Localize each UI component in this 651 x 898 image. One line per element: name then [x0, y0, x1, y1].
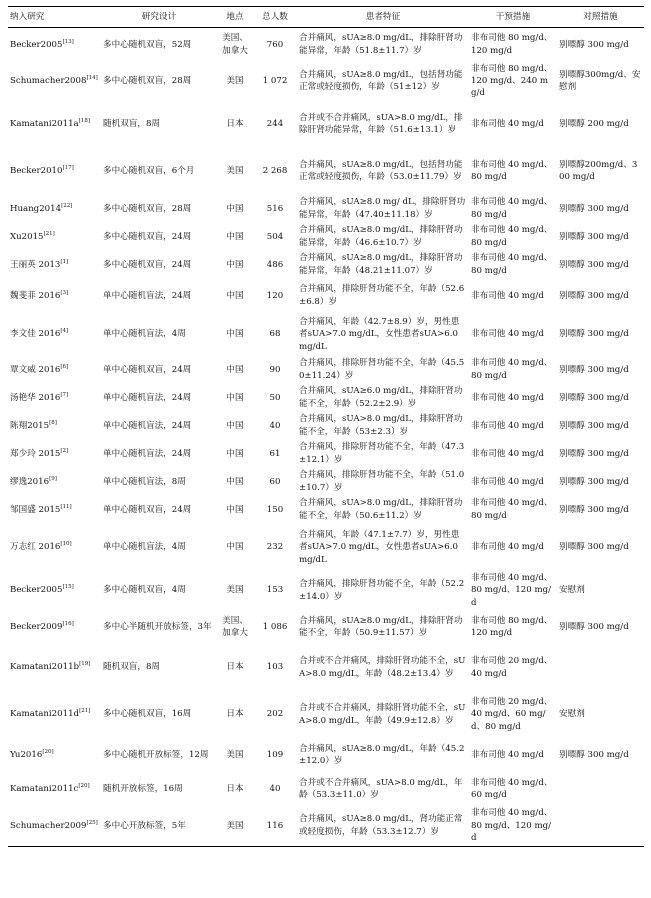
cell-total: 61	[269, 448, 281, 459]
header-intervention: 干预措施	[469, 7, 557, 28]
cell-control: 别嘌醇 300 mg/d	[559, 392, 629, 403]
cell-intervention: 非布司他 40 mg/d	[471, 542, 544, 553]
cell-patient: 合并痛风，sUA≥8.0 mg/dL，排除肝肾功能异常，年龄（48.21±11.07）岁	[299, 253, 463, 276]
cell-control: 别嘌醇 300 mg/d	[559, 448, 629, 459]
table-row	[8, 313, 644, 356]
cell-study	[8, 356, 101, 384]
cell-total: 232	[266, 542, 284, 553]
table-row	[8, 644, 644, 691]
cell-intervention: 非布司他 40 mg/d	[471, 119, 544, 130]
cell-location: 中国	[226, 259, 244, 270]
study-ref: [22]	[61, 202, 73, 209]
header-total: 总人数	[253, 7, 297, 28]
study-name: Kamatani2011c	[10, 783, 79, 794]
cell-study	[8, 738, 101, 772]
study-name: Kamatani2011b	[10, 662, 80, 673]
cell-control: 别嘌醇 300 mg/d	[559, 203, 629, 214]
study-ref: [13]	[62, 38, 74, 45]
cell-design: 随机开放标签，16周	[103, 783, 183, 794]
study-name: 王丽英 2013	[10, 259, 61, 270]
table-row	[8, 62, 644, 101]
cell-control: 别嘌醇 300 mg/d	[559, 259, 629, 270]
cell-location: 日本	[226, 709, 244, 720]
study-name: 覃文威 2016	[10, 364, 61, 375]
cell-patient: 合并痛风，sUA≥8.0 mg/ dL，排除肝肾功能异常，年龄（47.40±11.18）岁	[299, 197, 466, 220]
table-row	[8, 468, 644, 496]
cell-patient: 合并痛风，sUA≥8.0 mg/dL，排除肝肾功能异常，年龄（46.6±10.7）岁	[299, 225, 463, 248]
table-row	[8, 571, 644, 610]
cell-study	[8, 223, 101, 251]
cell-patient: 合并痛风，排除肝肾功能不全，年龄（47.3±12.1）岁	[299, 442, 465, 465]
cell-intervention: 非布司他 40 mg/d	[471, 749, 544, 760]
cell-location: 中国	[226, 420, 244, 431]
cell-study	[8, 384, 101, 412]
cell-study	[8, 251, 101, 279]
cell-study	[8, 195, 101, 223]
table-row	[8, 195, 644, 223]
cell-control: 别嘌醇 300 mg/d	[559, 329, 629, 340]
cell-location: 日本	[226, 783, 244, 794]
table-row	[8, 384, 644, 412]
header-location: 地点	[217, 7, 253, 28]
cell-study	[8, 279, 101, 313]
table-row	[8, 223, 644, 251]
cell-control: 别嘌醇 300 mg/d	[559, 364, 629, 375]
cell-location: 中国	[226, 364, 244, 375]
header-patient: 患者特征	[297, 7, 469, 28]
cell-study	[8, 468, 101, 496]
cell-location: 中国	[226, 203, 244, 214]
cell-intervention: 非布司他 20 mg/d、40 mg/d、60 mg/d、80 mg/d	[471, 697, 553, 732]
cell-control: 别嘌醇 300 mg/d	[559, 231, 629, 242]
cell-control: 安慰剂	[559, 709, 585, 720]
cell-patient: 合并或不合并痛风，sUA>8.0 mg/dL，排除肝肾功能异常，年龄（51.6±13.1）岁	[299, 112, 463, 136]
cell-location: 中国	[226, 290, 244, 301]
cell-total: 40	[269, 783, 281, 794]
cell-control: 别嘌醇200mg/d、300 mg/d	[559, 159, 638, 183]
cell-control: 安慰剂	[559, 585, 585, 596]
table-row	[8, 279, 644, 313]
study-ref: [7]	[60, 391, 69, 398]
table-row	[8, 28, 644, 62]
cell-total: 109	[266, 749, 284, 760]
cell-total: 68	[269, 329, 281, 340]
table-row	[8, 251, 644, 279]
table-row	[8, 412, 644, 440]
cell-study	[8, 644, 101, 691]
study-name: 陈翔2015	[10, 420, 50, 431]
table-row	[8, 806, 644, 846]
table-row	[8, 738, 644, 772]
study-ref: [3]	[60, 289, 69, 296]
cell-patient: 合并痛风，sUA≥8.0 mg/dL，排除肝肾功能不全，年龄（50.9±11.57）岁	[299, 615, 463, 639]
header-control: 对照措施	[557, 7, 644, 28]
cell-study	[8, 691, 101, 738]
cell-design: 多中心随机双盲，52周	[103, 39, 192, 50]
study-ref: [11]	[60, 503, 72, 510]
study-name: 魏斐菲 2016	[10, 290, 61, 301]
header-row	[8, 7, 644, 28]
cell-intervention: 非布司他 40 mg/d、80 mg/d	[471, 253, 553, 276]
cell-total: 1 072	[262, 75, 288, 86]
cell-intervention: 非布司他 40 mg/d	[471, 329, 544, 340]
studies-table	[8, 6, 644, 847]
study-ref: [18]	[78, 118, 90, 125]
cell-control: 别嘌醇 300 mg/d	[559, 420, 629, 431]
study-name: 李文佳 2016	[10, 329, 61, 340]
cell-total: 244	[266, 119, 284, 130]
cell-design: 单中心随机双盲，24周	[103, 364, 192, 375]
cell-location: 美国	[226, 75, 244, 86]
cell-total: 103	[266, 662, 284, 673]
cell-patient: 合并或不合并痛风，排除肝肾功能不全，sUA>8.0 mg/dL，年龄（48.2±13.4）岁	[299, 656, 466, 679]
cell-design: 多中心随机双盲，28周	[103, 75, 192, 86]
cell-study	[8, 148, 101, 195]
table-row	[8, 101, 644, 148]
cell-location: 中国	[226, 542, 244, 553]
cell-patient: 合并痛风，sUA≥8.0 mg/dL，包括肾功能正常或轻度损伤，年龄（53.0±11.79）岁	[299, 159, 463, 183]
cell-intervention: 非布司他 20 mg/d、40 mg/d	[471, 656, 553, 679]
study-name: 郑少玲 2015	[10, 448, 61, 459]
study-ref: [6]	[60, 363, 69, 370]
study-name: 万志红 2016	[10, 542, 61, 553]
cell-intervention: 非布司他 80 mg/d、120 mg/d	[471, 615, 553, 639]
cell-location: 日本	[226, 119, 244, 130]
cell-total: 40	[269, 420, 281, 431]
study-name: Becker2005	[10, 39, 63, 50]
cell-control: 别嘌醇 300 mg/d	[559, 476, 629, 487]
cell-study	[8, 524, 101, 571]
cell-location: 中国	[226, 231, 244, 242]
table-row	[8, 610, 644, 644]
table-row	[8, 356, 644, 384]
study-ref: [14]	[86, 75, 98, 82]
cell-location: 中国	[226, 476, 244, 487]
table-row	[8, 691, 644, 738]
study-ref: [1]	[60, 258, 69, 265]
study-ref: [2]	[60, 447, 69, 454]
study-ref: [20]	[78, 783, 90, 790]
study-name: Xu2015	[10, 231, 44, 242]
cell-control	[557, 806, 644, 846]
study-ref: [10]	[60, 541, 72, 548]
cell-control	[557, 644, 644, 691]
cell-total: 150	[266, 504, 284, 515]
cell-design: 单中心随机盲法，24周	[103, 448, 192, 459]
table-row	[8, 524, 644, 571]
cell-design: 随机双盲，8周	[103, 662, 161, 673]
cell-location: 日本	[226, 662, 244, 673]
study-name: Kamatani2011d	[10, 709, 80, 720]
study-name: Schumacher2009	[10, 820, 87, 831]
cell-control: 别嘌醇300mg/d、安慰剂	[559, 69, 641, 93]
cell-study	[8, 610, 101, 644]
cell-location: 中国	[226, 448, 244, 459]
cell-intervention: 非布司他 40 mg/d	[471, 476, 544, 487]
cell-total: 153	[266, 585, 284, 596]
cell-intervention: 非布司他 80 mg/d、120 mg/d	[471, 33, 553, 56]
cell-intervention: 非布司他 40 mg/d、80 mg/d、120 mg/d	[471, 572, 553, 608]
cell-design: 多中心随机双盲，24周	[103, 231, 192, 242]
cell-design: 多中心随机开放标签，12周	[103, 749, 209, 760]
cell-total: 116	[253, 806, 297, 846]
cell-study	[8, 772, 101, 806]
study-ref: [17]	[62, 165, 74, 172]
study-ref: [8]	[49, 419, 57, 426]
cell-total: 504	[266, 231, 284, 242]
cell-intervention: 非布司他 40 mg/d	[471, 290, 544, 301]
cell-study	[8, 101, 101, 148]
header-design: 研究设计	[101, 7, 217, 28]
cell-patient: 合并痛风，年龄（42.7±8.9）岁，男性患者sUA>7.0 mg/dL，女性患者sUA>6.0 mg/dL	[299, 316, 460, 352]
study-ref: [21]	[43, 230, 55, 237]
cell-design: 多中心随机双盲，4周	[103, 585, 186, 596]
study-name: 缪逸2016	[10, 476, 50, 487]
cell-design: 多中心半随机开放标签，3年	[103, 621, 212, 632]
cell-intervention: 非布司他 40 mg/d	[471, 448, 544, 459]
cell-location: 美国	[226, 166, 244, 177]
cell-design: 单中心随机盲法，8周	[103, 476, 186, 487]
cell-location: 美国	[217, 806, 253, 846]
cell-total: 1 086	[262, 621, 288, 632]
cell-location: 美国	[226, 585, 244, 596]
cell-patient: 合并痛风，排除肝肾功能不全，年龄（51.0±10.7）岁	[299, 470, 465, 493]
cell-control: 别嘌醇 300 mg/d	[559, 39, 629, 50]
cell-total: 516	[266, 203, 284, 214]
cell-patient: 合并痛风，排除肝肾功能不全，年龄（52.2±14.0）岁	[299, 579, 465, 602]
cell-total: 120	[266, 290, 284, 301]
cell-control: 别嘌醇 300 mg/d	[559, 290, 629, 301]
cell-control: 别嘌醇 200 mg/d	[559, 119, 629, 130]
cell-location: 中国	[226, 329, 244, 340]
cell-study	[8, 28, 101, 62]
cell-control	[557, 772, 644, 806]
cell-design: 多中心随机双盲，16周	[103, 709, 192, 720]
cell-location: 中国	[226, 504, 244, 515]
cell-patient: 合并痛风，排除肝肾功能不全，年龄（45.50±11.24）岁	[299, 358, 465, 381]
study-ref: [4]	[60, 328, 69, 335]
cell-total: 50	[269, 392, 281, 403]
table-row	[8, 440, 644, 468]
cell-intervention: 非布司他 40 mg/d、80 mg/d	[471, 225, 553, 248]
cell-intervention: 非布司他 80 mg/d、120 mg/d、240 mg/d	[471, 63, 553, 99]
cell-location: 美国	[226, 749, 244, 760]
cell-total: 60	[269, 476, 281, 487]
study-ref: [16]	[62, 621, 74, 628]
cell-intervention: 非布司他 40 mg/d	[471, 420, 544, 431]
table-row	[8, 148, 644, 195]
cell-study	[8, 412, 101, 440]
table-row	[8, 496, 644, 524]
cell-study	[8, 571, 101, 610]
cell-design: 单中心随机盲法，4周	[103, 329, 186, 340]
cell-design: 多中心随机双盲，6个月	[103, 166, 195, 177]
study-name: 邹国盛 2015	[10, 504, 61, 515]
study-ref: [19]	[79, 661, 91, 668]
cell-control: 别嘌醇 300 mg/d	[559, 504, 629, 515]
study-name: Becker2010	[10, 166, 63, 177]
cell-patient: 合并痛风，sUA≥8.0 mg/dL，排除肝肾功能异常，年龄（51.8±11.7）岁	[299, 33, 463, 56]
study-name: Yu2016	[10, 749, 43, 760]
cell-total: 486	[266, 259, 284, 270]
cell-study	[8, 313, 101, 356]
cell-design: 单中心随机盲法，24周	[103, 420, 192, 431]
cell-study	[8, 62, 101, 101]
cell-control: 别嘌醇 300 mg/d	[559, 542, 629, 553]
cell-design: 多中心开放标签，5年	[101, 806, 217, 846]
cell-intervention: 非布司他 40 mg/d、60 mg/d	[471, 777, 553, 801]
study-ref: [20]	[42, 749, 54, 756]
cell-location: 中国	[226, 392, 244, 403]
cell-control: 别嘌醇 300 mg/d	[559, 749, 629, 760]
cell-location: 美国、加拿大	[222, 615, 248, 639]
cell-patient: 合并或不合并痛风，排除肝肾功能不全，sUA>8.0 mg/dL，年龄（49.9±12.8）岁	[299, 703, 466, 726]
cell-patient: 合并痛风，sUA≥6.0 mg/dL，排除肝肾功能不全，年龄（52.2±2.9）岁	[299, 386, 463, 409]
cell-design: 多中心随机双盲，24周	[103, 259, 192, 270]
cell-control: 别嘌醇 300 mg/d	[559, 621, 629, 632]
cell-design: 随机双盲，8周	[103, 119, 161, 130]
study-name: Becker2009	[10, 621, 63, 632]
cell-intervention: 非布司他 40 mg/d	[471, 392, 544, 403]
study-name: Schumacher2008	[10, 75, 87, 86]
study-ref: [21]	[79, 708, 91, 715]
cell-total: 202	[266, 709, 284, 720]
study-name: Kamatani2011a	[10, 119, 79, 130]
study-ref: [9]	[49, 475, 57, 482]
cell-design: 单中心随机盲法，24周	[103, 392, 192, 403]
cell-intervention: 非布司他 40 mg/d、80 mg/d	[471, 498, 553, 521]
cell-patient: 合并痛风，年龄（47.1±7.7）岁，男性患者sUA>7.0 mg/dL，女性患者sUA>6.0 mg/dL	[299, 529, 460, 565]
cell-design: 单中心随机盲法，24周	[103, 290, 192, 301]
header-study: 纳入研究	[8, 7, 101, 28]
cell-intervention: 非布司他 40 mg/d、80 mg/d	[471, 159, 553, 183]
cell-study	[8, 440, 101, 468]
cell-study	[8, 806, 101, 846]
study-ref: [25]	[86, 819, 98, 826]
study-name: 汤艳华 2016	[10, 392, 61, 403]
cell-patient: 合并痛风，sUA≥8.0 mg/dL，包括肾功能正常或轻度损伤，年龄（51±12）岁	[299, 69, 463, 93]
cell-intervention: 非布司他 40 mg/d、80 mg/d	[471, 197, 553, 220]
cell-intervention: 非布司他 40 mg/d、80 mg/d	[471, 358, 553, 381]
cell-patient: 合并痛风，sUA≥8.0 mg/dL，肾功能正常或轻度损伤，年龄（53.3±12.7）岁	[297, 806, 469, 846]
cell-total: 2 268	[262, 166, 288, 177]
cell-patient: 合并痛风，sUA≥8.0 mg/dL，年龄（45.2±12.0）岁	[299, 743, 465, 767]
cell-patient: 合并或不合并痛风，sUA>8.0 mg/dL，年龄（53.3±11.0）岁	[299, 777, 463, 801]
cell-design: 单中心随机双盲，24周	[103, 504, 192, 515]
cell-patient: 合并痛风，sUA>8.0 mg/dL，排除肝肾功能不全，年龄（53±2.3）岁	[299, 414, 463, 437]
study-name: Becker2005	[10, 585, 63, 596]
cell-intervention: 非布司他 40 mg/d、80 mg/d、120 mg/d	[469, 806, 557, 846]
cell-design: 多中心随机双盲，28周	[103, 203, 192, 214]
cell-patient: 合并痛风，排除肝肾功能不全，年龄（52.6±6.8）岁	[299, 284, 465, 307]
cell-patient: 合并痛风，sUA>8.0 mg/dL，排除肝肾功能不全，年龄（50.6±11.2）岁	[299, 498, 463, 521]
cell-location: 美国、加拿大	[222, 33, 248, 56]
study-ref: [15]	[62, 584, 74, 591]
cell-total: 760	[266, 39, 284, 50]
table-row	[8, 772, 644, 806]
study-name: Huang2014	[10, 203, 62, 214]
cell-study	[8, 496, 101, 524]
cell-design: 单中心随机盲法，4周	[103, 542, 186, 553]
cell-total: 90	[269, 364, 281, 375]
